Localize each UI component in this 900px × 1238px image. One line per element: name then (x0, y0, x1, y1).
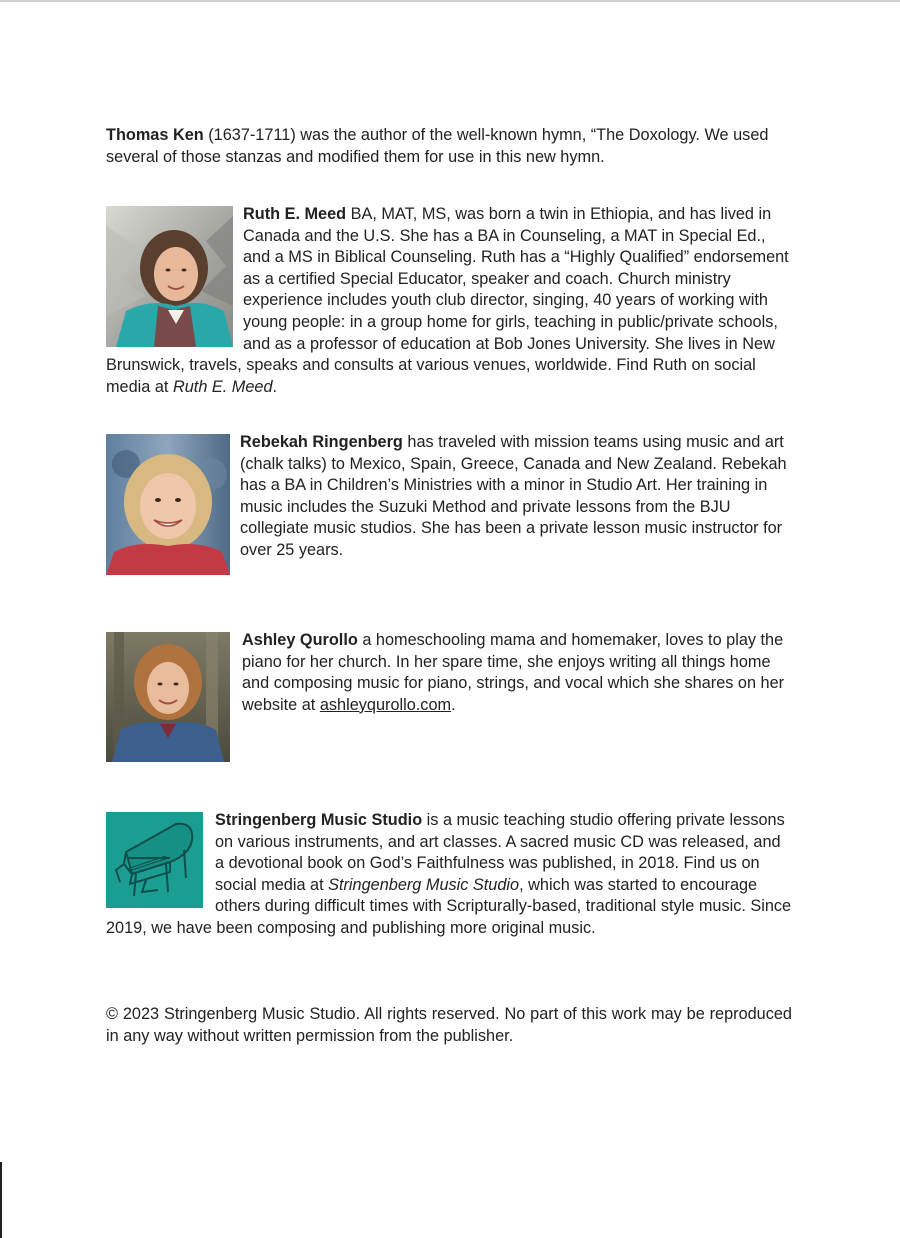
intro-text: (1637-1711) was the author of the well-known hymn, “The Doxology. We used several of those stanzas and modified them for use in this new hymn. (106, 126, 769, 166)
ruth-name: Ruth E. Meed (243, 205, 347, 223)
copyright-notice: © 2023 Stringenberg Music Studio. All rights reserved. No part of this work may be reproduced in any way without written permission from the publisher. (106, 1005, 792, 1045)
intro-author-name: Thomas Ken (106, 126, 204, 144)
intro-section (106, 125, 792, 168)
ashley-name: Ashley Qurollo (242, 631, 358, 649)
ashley-description: a homeschooling mama and homemaker, loves to play the piano for her church. In her spare time, she enjoys writing all things home and composing music for piano, strings, and vocal which she shares on her website at (242, 631, 785, 714)
studio-bio-text (106, 810, 792, 940)
rebekah-description: has traveled with mission teams using music and art (chalk talks) to Mexico, Spain, Greece, Canada and New Zealand. Rebekah has a BA in Children’s Ministries with a minor in Studio Art. Her training in music includes the Suzuki Method and private lessons from the BJU collegiate music studios. She has been a private lesson music instructor for over 25 years. (240, 433, 787, 559)
rebekah-photo (106, 434, 230, 575)
ashley-photo (106, 632, 230, 762)
rebekah-name: Rebekah Ringenberg (240, 433, 403, 451)
intro-paragraph (106, 125, 792, 168)
studio-name: Stringenberg Music Studio (215, 811, 423, 829)
studio-logo (106, 812, 203, 908)
studio-description: is a music teaching studio offering private lessons on various instruments, and art classes. A sacred music CD was released, and a devotional book on God’s Faithfulness was published, in 2018. Find us on social media at (215, 811, 785, 894)
ashley-website-link[interactable]: ashleyqurollo.com (319, 695, 452, 714)
ashley-period: . (451, 695, 456, 714)
ruth-period: . (272, 377, 278, 396)
scan-edge-line (0, 0, 900, 2)
bio-ruth (106, 204, 792, 398)
bio-rebekah (106, 432, 792, 595)
ruth-description: BA, MAT, MS, was born a twin in Ethiopia, and has lived in Canada and the U.S. She has a BA in Counseling, a MAT in Special Ed., and a MS in Biblical Counseling. Ruth has a “Highly Qualified” endorsement as a certified Special Educator, speaker and coach. Church ministry experience includes youth club director, singing, 40 years of working with young people: in a group home for girls, teaching in public/private schools, and as a professor of education at Bob Jones University. She lives in New Brunswick, travels, speaks and consults at various venues, worldwide. Find Ruth on social media at (106, 205, 789, 396)
bio-studio (106, 810, 792, 940)
ruth-photo (106, 206, 233, 347)
bio-ashley (106, 630, 792, 782)
copyright-section (106, 1004, 792, 1047)
studio-social-handle: Stringenberg Music Studio (328, 875, 520, 894)
ruth-social-handle: Ruth E. Meed (172, 377, 273, 396)
scan-edge-mark (0, 1162, 2, 1238)
studio-description-end: , which was started to encourage others during difficult times with Scripturally-based, traditional style music. Since 2019, we have been composing and publishing more original music. (106, 875, 792, 937)
